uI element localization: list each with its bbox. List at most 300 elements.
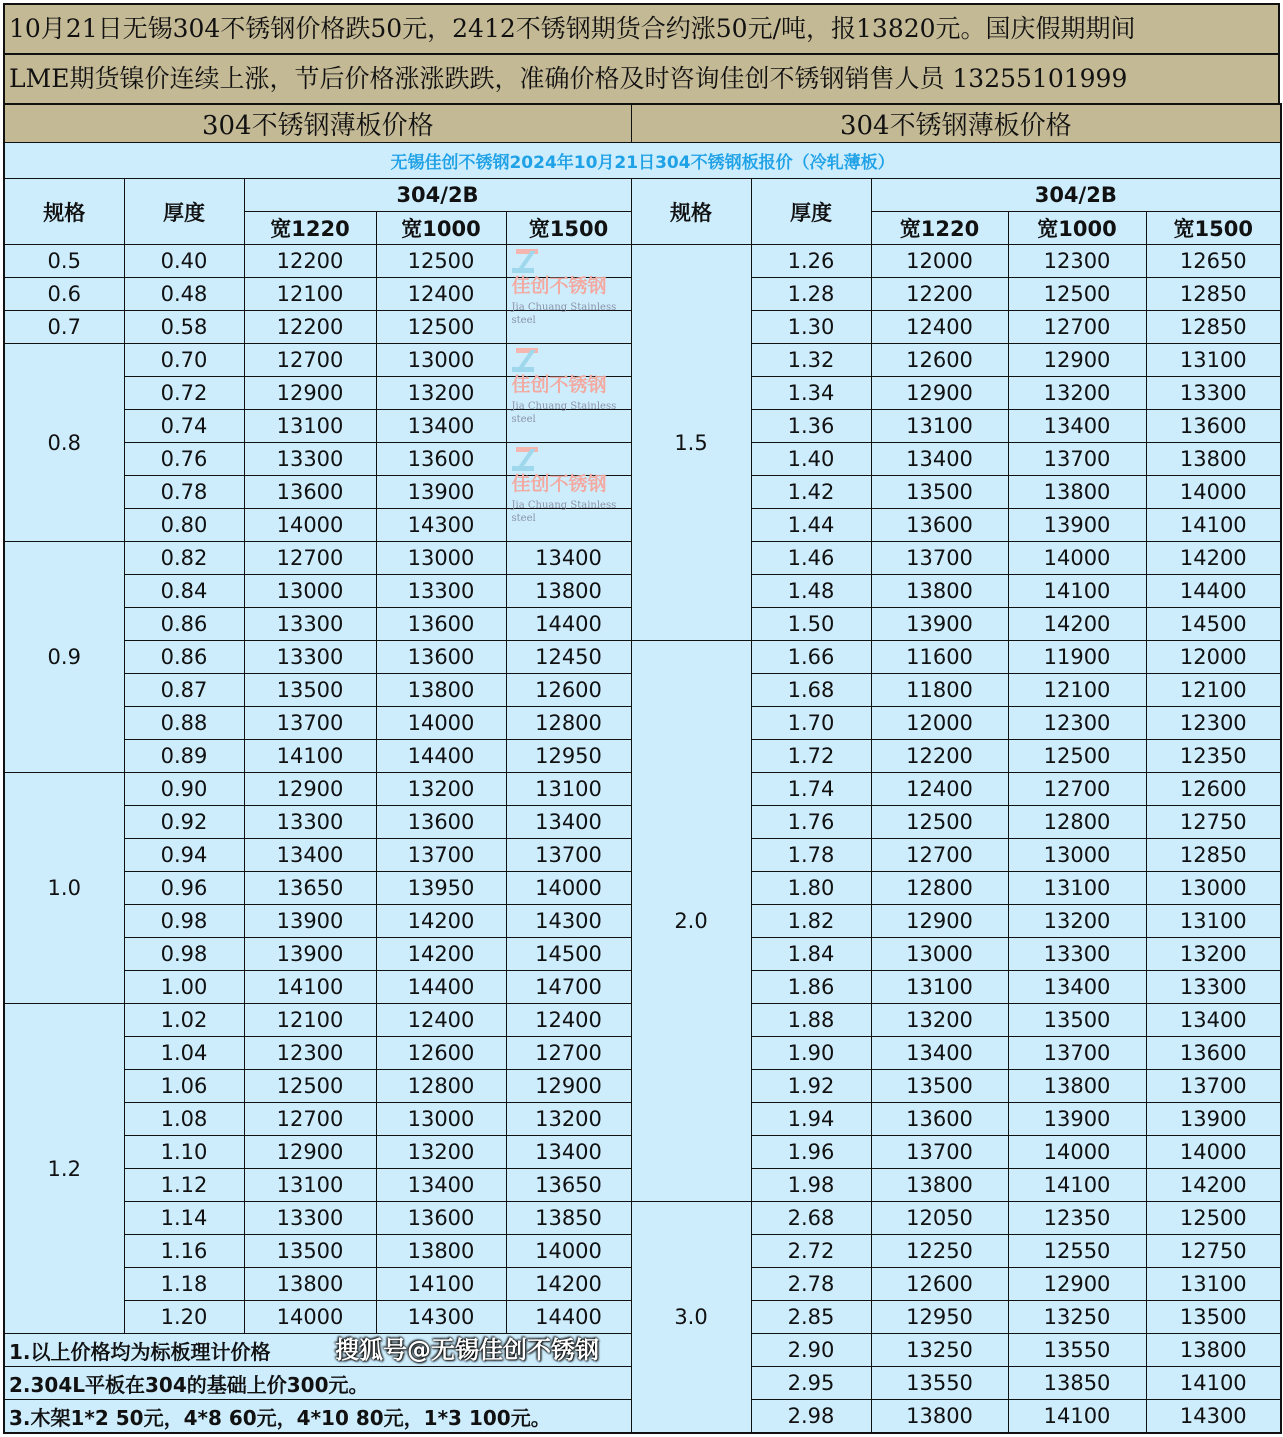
- price-1500-cell: 12750: [1146, 806, 1281, 839]
- price-1220-cell: 12400: [871, 773, 1008, 806]
- price-1500-cell: 13300: [1146, 377, 1281, 410]
- price-1220-cell: 13900: [871, 608, 1008, 641]
- price-1000-cell: 14200: [376, 905, 506, 938]
- price-1500-cell: 14000: [1146, 1136, 1281, 1169]
- price-1500-cell: 12700: [506, 1037, 631, 1070]
- price-1220-cell: 13800: [871, 575, 1008, 608]
- thickness-cell: 2.90: [751, 1334, 871, 1367]
- thickness-cell: 2.78: [751, 1268, 871, 1301]
- thickness-header: 厚度: [751, 179, 871, 245]
- price-1500-cell: 14400: [506, 1301, 631, 1334]
- price-1220-cell: 13300: [244, 443, 376, 476]
- thickness-cell: 1.18: [124, 1268, 244, 1301]
- price-1500-cell: 13900: [1146, 1103, 1281, 1136]
- price-1500-cell: 12000: [1146, 641, 1281, 674]
- price-1500-cell: 12350: [1146, 740, 1281, 773]
- price-1500-cell: 14200: [1146, 542, 1281, 575]
- price-1220-cell: 12200: [871, 740, 1008, 773]
- spec-cell: 0.6: [4, 278, 124, 311]
- spec-cell: 0.9: [4, 542, 124, 773]
- price-1220-cell: 11600: [871, 641, 1008, 674]
- price-sheet: [3, 3, 1280, 1434]
- price-1000-cell: 13600: [376, 608, 506, 641]
- thickness-cell: 2.98: [751, 1400, 871, 1434]
- price-1220-cell: 12900: [871, 377, 1008, 410]
- thickness-cell: 0.87: [124, 674, 244, 707]
- price-1500-cell: 12600: [1146, 773, 1281, 806]
- price-1000-cell: 14300: [376, 1301, 506, 1334]
- price-1220-cell: 12600: [871, 1268, 1008, 1301]
- price-1220-cell: 11800: [871, 674, 1008, 707]
- price-1000-cell: 13200: [376, 377, 506, 410]
- price-1000-cell: 12400: [376, 278, 506, 311]
- price-1000-cell: 13600: [376, 641, 506, 674]
- thickness-cell: 1.30: [751, 311, 871, 344]
- thickness-cell: 1.46: [751, 542, 871, 575]
- price-1220-cell: 12100: [244, 278, 376, 311]
- news-banner-line-2: LME期货镍价连续上涨，节后价格涨涨跌跌，准确价格及时咨询佳创不锈钢销售人员 13255101999: [3, 53, 1280, 103]
- price-1220-cell: 12700: [244, 542, 376, 575]
- thickness-cell: 1.74: [751, 773, 871, 806]
- price-1000-cell: 13700: [1008, 1037, 1146, 1070]
- price-1500-cell: 14400: [506, 608, 631, 641]
- price-1000-cell: 13200: [376, 1136, 506, 1169]
- price-1000-cell: 13950: [376, 872, 506, 905]
- price-1500-cell: 13000: [1146, 872, 1281, 905]
- price-1000-cell: 13400: [1008, 971, 1146, 1004]
- price-1500-cell: 13400: [1146, 1004, 1281, 1037]
- price-1000-cell: 12900: [1008, 344, 1146, 377]
- spec-cell: 0.5: [4, 245, 124, 278]
- price-1000-cell: 13900: [1008, 1103, 1146, 1136]
- note: 3.木架1*2 50元，4*8 60元，4*10 80元，1*3 100元。: [4, 1400, 631, 1434]
- watermark-cn: 佳创不锈钢: [511, 473, 607, 495]
- price-1220-cell: 12900: [244, 773, 376, 806]
- price-1500-cell: 14000: [1146, 476, 1281, 509]
- thickness-cell: 1.20: [124, 1301, 244, 1334]
- price-1500-cell: 12500: [1146, 1202, 1281, 1235]
- price-1220-cell: 13100: [244, 410, 376, 443]
- price-1000-cell: 13800: [1008, 476, 1146, 509]
- price-1220-cell: 12800: [871, 872, 1008, 905]
- price-1220-cell: 13200: [871, 1004, 1008, 1037]
- price-1000-cell: 13600: [376, 1202, 506, 1235]
- price-1500-cell: 14500: [506, 938, 631, 971]
- price-1500-cell: 13500: [1146, 1301, 1281, 1334]
- thickness-cell: 1.32: [751, 344, 871, 377]
- thickness-cell: 0.89: [124, 740, 244, 773]
- price-1500-cell: 12750: [1146, 1235, 1281, 1268]
- price-1000-cell: 14200: [1008, 608, 1146, 641]
- width-1000-header: 宽1000: [1008, 212, 1146, 245]
- price-1220-cell: 12700: [871, 839, 1008, 872]
- price-1000-cell: 12700: [1008, 311, 1146, 344]
- price-1500-cell: 13650: [506, 1169, 631, 1202]
- news-banner-line-1: 10月21日无锡304不锈钢价格跌50元，2412不锈钢期货合约涨50元/吨，报13820元。国庆假期期间: [3, 3, 1280, 53]
- thickness-cell: 1.12: [124, 1169, 244, 1202]
- price-1500-cell: 12450: [506, 641, 631, 674]
- price-1220-cell: 13300: [244, 641, 376, 674]
- price-1500-cell: 13200: [1146, 938, 1281, 971]
- price-1000-cell: 14400: [376, 740, 506, 773]
- price-1000-cell: 11900: [1008, 641, 1146, 674]
- thickness-cell: 0.72: [124, 377, 244, 410]
- price-1000-cell: 13800: [1008, 1070, 1146, 1103]
- price-1500-cell: [506, 344, 631, 425]
- price-1000-cell: 13200: [1008, 377, 1146, 410]
- thickness-cell: 1.48: [751, 575, 871, 608]
- price-1500-cell: [506, 443, 631, 524]
- width-1500-header: 宽1500: [1146, 212, 1281, 245]
- thickness-cell: 1.92: [751, 1070, 871, 1103]
- price-1000-cell: 12700: [1008, 773, 1146, 806]
- price-1000-cell: 13800: [376, 674, 506, 707]
- price-1220-cell: 13000: [244, 575, 376, 608]
- price-1000-cell: 13000: [376, 542, 506, 575]
- thickness-cell: 0.98: [124, 938, 244, 971]
- price-1000-cell: 13400: [1008, 410, 1146, 443]
- thickness-cell: 1.70: [751, 707, 871, 740]
- price-1000-cell: 12300: [1008, 245, 1146, 278]
- price-1220-cell: 13600: [871, 509, 1008, 542]
- price-1220-cell: 13900: [244, 905, 376, 938]
- logo-z-mark: [512, 348, 538, 372]
- grade-header: 304/2B: [244, 179, 631, 212]
- price-1000-cell: 14100: [376, 1268, 506, 1301]
- right-title: 304不锈钢薄板价格: [631, 104, 1281, 143]
- price-1220-cell: 13800: [871, 1400, 1008, 1434]
- price-1500-cell: 14300: [1146, 1400, 1281, 1434]
- thickness-cell: 0.86: [124, 608, 244, 641]
- width-1220-header: 宽1220: [244, 212, 376, 245]
- price-table: [3, 103, 1282, 1434]
- spec-header: 规格: [631, 179, 751, 245]
- price-1000-cell: 13500: [1008, 1004, 1146, 1037]
- price-1500-cell: 12850: [1146, 311, 1281, 344]
- thickness-cell: 0.96: [124, 872, 244, 905]
- price-1000-cell: 14100: [1008, 1400, 1146, 1434]
- thickness-cell: 0.82: [124, 542, 244, 575]
- price-1220-cell: 13400: [244, 839, 376, 872]
- thickness-cell: 1.82: [751, 905, 871, 938]
- price-1220-cell: 12100: [244, 1004, 376, 1037]
- price-1500-cell: 14200: [506, 1268, 631, 1301]
- price-1220-cell: 12700: [244, 344, 376, 377]
- price-1220-cell: 13400: [871, 1037, 1008, 1070]
- thickness-header: 厚度: [124, 179, 244, 245]
- thickness-cell: 1.44: [751, 509, 871, 542]
- watermark-cn: 佳创不锈钢: [511, 275, 607, 297]
- thickness-cell: 0.74: [124, 410, 244, 443]
- price-1000-cell: 12500: [1008, 740, 1146, 773]
- thickness-cell: 0.78: [124, 476, 244, 509]
- price-1220-cell: 12000: [871, 707, 1008, 740]
- price-1500-cell: [506, 278, 631, 311]
- thickness-cell: 0.84: [124, 575, 244, 608]
- subtitle: 无锡佳创不锈钢2024年10月21日304不锈钢板报价（冷轧薄板）: [4, 143, 1281, 179]
- thickness-cell: 1.90: [751, 1037, 871, 1070]
- price-1000-cell: 13700: [376, 839, 506, 872]
- source-overlay: 搜狐号@无锡佳创不锈钢: [335, 1336, 599, 1364]
- spec-cell: 2.0: [631, 641, 751, 1202]
- price-1220-cell: 12000: [871, 245, 1008, 278]
- spec-cell: 1.2: [4, 1004, 124, 1334]
- thickness-cell: 1.66: [751, 641, 871, 674]
- thickness-cell: 1.14: [124, 1202, 244, 1235]
- thickness-cell: 1.42: [751, 476, 871, 509]
- price-1500-cell: 13300: [1146, 971, 1281, 1004]
- price-1000-cell: 13850: [1008, 1367, 1146, 1400]
- thickness-cell: 0.40: [124, 245, 244, 278]
- spec-cell: 1.0: [4, 773, 124, 1004]
- thickness-cell: 1.86: [751, 971, 871, 1004]
- watermark-en: Jia Chuang Stainless steel: [511, 401, 617, 425]
- price-1000-cell: 14400: [376, 971, 506, 1004]
- price-1220-cell: 13300: [244, 806, 376, 839]
- price-1220-cell: 13700: [871, 542, 1008, 575]
- price-1000-cell: 12300: [1008, 707, 1146, 740]
- thickness-cell: 0.80: [124, 509, 244, 542]
- left-title: 304不锈钢薄板价格: [4, 104, 631, 143]
- thickness-cell: 1.10: [124, 1136, 244, 1169]
- thickness-cell: 0.76: [124, 443, 244, 476]
- note: 1.以上价格均为标板理计价格 搜狐号@无锡佳创不锈钢: [4, 1334, 631, 1367]
- price-1500-cell: 12300: [1146, 707, 1281, 740]
- thickness-cell: 0.48: [124, 278, 244, 311]
- thickness-cell: 1.88: [751, 1004, 871, 1037]
- price-1220-cell: 12600: [871, 344, 1008, 377]
- thickness-cell: 1.40: [751, 443, 871, 476]
- price-1220-cell: 13500: [871, 1070, 1008, 1103]
- price-1000-cell: 12100: [1008, 674, 1146, 707]
- thickness-cell: 0.90: [124, 773, 244, 806]
- width-1220-header: 宽1220: [871, 212, 1008, 245]
- thickness-cell: 0.88: [124, 707, 244, 740]
- price-1220-cell: 13400: [871, 443, 1008, 476]
- price-1500-cell: 14200: [1146, 1169, 1281, 1202]
- price-1500-cell: 13700: [506, 839, 631, 872]
- price-1000-cell: 13600: [376, 806, 506, 839]
- price-1500-cell: 12800: [506, 707, 631, 740]
- price-1500-cell: 13400: [506, 542, 631, 575]
- price-1500-cell: 14100: [1146, 509, 1281, 542]
- price-1500-cell: 13800: [1146, 1334, 1281, 1367]
- price-1000-cell: 13100: [1008, 872, 1146, 905]
- price-1220-cell: 13100: [244, 1169, 376, 1202]
- price-1220-cell: 13900: [244, 938, 376, 971]
- price-1220-cell: 14000: [244, 509, 376, 542]
- price-1220-cell: 12250: [871, 1235, 1008, 1268]
- price-1220-cell: 13500: [871, 476, 1008, 509]
- price-1000-cell: 14200: [376, 938, 506, 971]
- price-1220-cell: 14000: [244, 1301, 376, 1334]
- price-1500-cell: 14300: [506, 905, 631, 938]
- table-row: [4, 245, 1281, 278]
- price-1220-cell: 12200: [871, 278, 1008, 311]
- thickness-cell: 1.84: [751, 938, 871, 971]
- thickness-cell: 0.92: [124, 806, 244, 839]
- price-1500-cell: 14400: [1146, 575, 1281, 608]
- price-1500-cell: 12850: [1146, 278, 1281, 311]
- price-1220-cell: 13800: [871, 1169, 1008, 1202]
- thickness-cell: 1.02: [124, 1004, 244, 1037]
- price-1000-cell: 13600: [376, 443, 506, 476]
- thickness-cell: 1.72: [751, 740, 871, 773]
- price-1000-cell: 14300: [376, 509, 506, 542]
- price-1000-cell: 13900: [376, 476, 506, 509]
- price-1500-cell: [506, 245, 631, 326]
- price-1220-cell: 13100: [871, 971, 1008, 1004]
- price-1000-cell: 12400: [376, 1004, 506, 1037]
- price-1000-cell: 13550: [1008, 1334, 1146, 1367]
- price-1000-cell: 13400: [376, 410, 506, 443]
- thickness-cell: 1.26: [751, 245, 871, 278]
- price-1000-cell: 12350: [1008, 1202, 1146, 1235]
- price-1500-cell: 12950: [506, 740, 631, 773]
- price-1000-cell: 13000: [376, 1103, 506, 1136]
- thickness-cell: 2.68: [751, 1202, 871, 1235]
- price-1000-cell: 13400: [376, 1169, 506, 1202]
- price-1220-cell: 12050: [871, 1202, 1008, 1235]
- width-1500-header: 宽1500: [506, 212, 631, 245]
- thickness-cell: 1.68: [751, 674, 871, 707]
- price-1500-cell: [506, 410, 631, 443]
- price-1000-cell: 13300: [1008, 938, 1146, 971]
- logo-z-mark: [512, 447, 538, 471]
- price-1500-cell: 12900: [506, 1070, 631, 1103]
- price-1500-cell: [506, 509, 631, 542]
- price-1220-cell: 13600: [871, 1103, 1008, 1136]
- price-1000-cell: 14000: [1008, 1136, 1146, 1169]
- thickness-cell: 1.08: [124, 1103, 244, 1136]
- price-1500-cell: 13100: [1146, 344, 1281, 377]
- price-1500-cell: [506, 476, 631, 509]
- spec-cell: 3.0: [631, 1202, 751, 1434]
- thickness-cell: 0.58: [124, 311, 244, 344]
- thickness-cell: 2.95: [751, 1367, 871, 1400]
- spec-header: 规格: [4, 179, 124, 245]
- table-row: [4, 641, 1281, 674]
- price-1000-cell: 13900: [1008, 509, 1146, 542]
- thickness-cell: 0.98: [124, 905, 244, 938]
- price-1500-cell: 14500: [1146, 608, 1281, 641]
- price-1000-cell: 12550: [1008, 1235, 1146, 1268]
- price-1220-cell: 12200: [244, 245, 376, 278]
- price-1500-cell: 13800: [506, 575, 631, 608]
- watermark-cn: 佳创不锈钢: [511, 374, 607, 396]
- price-1220-cell: 12900: [244, 1136, 376, 1169]
- price-1500-cell: 13600: [1146, 1037, 1281, 1070]
- price-1000-cell: 13200: [1008, 905, 1146, 938]
- price-1000-cell: 13300: [376, 575, 506, 608]
- table-row: [4, 1202, 1281, 1235]
- price-1220-cell: 13550: [871, 1367, 1008, 1400]
- thickness-cell: 1.76: [751, 806, 871, 839]
- note: 2.304L平板在304的基础上价300元。: [4, 1367, 631, 1400]
- price-1220-cell: 13100: [871, 410, 1008, 443]
- price-1500-cell: 14100: [1146, 1367, 1281, 1400]
- watermark-en: Jia Chuang Stainless steel: [511, 302, 617, 326]
- spec-cell: 0.7: [4, 311, 124, 344]
- price-1220-cell: 12900: [244, 377, 376, 410]
- price-1500-cell: 13200: [506, 1103, 631, 1136]
- price-1000-cell: 14100: [1008, 575, 1146, 608]
- price-1220-cell: 13300: [244, 608, 376, 641]
- thickness-cell: 2.72: [751, 1235, 871, 1268]
- price-1220-cell: 13600: [244, 476, 376, 509]
- thickness-cell: 1.04: [124, 1037, 244, 1070]
- grade-header: 304/2B: [871, 179, 1281, 212]
- thickness-cell: 1.96: [751, 1136, 871, 1169]
- price-1220-cell: 13800: [244, 1268, 376, 1301]
- price-1500-cell: 12400: [506, 1004, 631, 1037]
- price-1000-cell: 12900: [1008, 1268, 1146, 1301]
- thickness-cell: 1.00: [124, 971, 244, 1004]
- price-1220-cell: 13250: [871, 1334, 1008, 1367]
- price-1220-cell: 13700: [244, 707, 376, 740]
- price-1220-cell: 13000: [871, 938, 1008, 971]
- price-1500-cell: 12100: [1146, 674, 1281, 707]
- price-1500-cell: [506, 377, 631, 410]
- price-1220-cell: 14100: [244, 740, 376, 773]
- price-1220-cell: 12950: [871, 1301, 1008, 1334]
- price-1500-cell: 14000: [506, 1235, 631, 1268]
- price-1220-cell: 12500: [244, 1070, 376, 1103]
- thickness-cell: 0.86: [124, 641, 244, 674]
- price-1220-cell: 13500: [244, 674, 376, 707]
- thickness-cell: 1.80: [751, 872, 871, 905]
- price-1220-cell: 13300: [244, 1202, 376, 1235]
- width-1000-header: 宽1000: [376, 212, 506, 245]
- thickness-cell: 1.16: [124, 1235, 244, 1268]
- thickness-cell: 1.28: [751, 278, 871, 311]
- spec-cell: 1.5: [631, 245, 751, 641]
- price-1000-cell: 13250: [1008, 1301, 1146, 1334]
- price-1500-cell: 14000: [506, 872, 631, 905]
- price-1220-cell: 12300: [244, 1037, 376, 1070]
- thickness-cell: 1.50: [751, 608, 871, 641]
- price-1500-cell: 13100: [506, 773, 631, 806]
- price-1500-cell: 14700: [506, 971, 631, 1004]
- price-1000-cell: 13800: [376, 1235, 506, 1268]
- thickness-cell: 1.34: [751, 377, 871, 410]
- thickness-cell: 0.70: [124, 344, 244, 377]
- price-1500-cell: 12600: [506, 674, 631, 707]
- price-1000-cell: 12800: [1008, 806, 1146, 839]
- price-1000-cell: 12500: [1008, 278, 1146, 311]
- thickness-cell: 1.36: [751, 410, 871, 443]
- price-1220-cell: 12400: [871, 311, 1008, 344]
- logo-z-mark: [512, 249, 538, 273]
- price-1500-cell: 13400: [506, 806, 631, 839]
- price-1000-cell: 12600: [376, 1037, 506, 1070]
- price-1220-cell: 13500: [244, 1235, 376, 1268]
- price-1220-cell: 12200: [244, 311, 376, 344]
- price-1000-cell: 12500: [376, 245, 506, 278]
- spec-cell: 0.8: [4, 344, 124, 542]
- thickness-cell: 0.94: [124, 839, 244, 872]
- price-1000-cell: 13000: [376, 344, 506, 377]
- price-1000-cell: 14100: [1008, 1169, 1146, 1202]
- price-1000-cell: 14000: [1008, 542, 1146, 575]
- price-1000-cell: 14000: [376, 707, 506, 740]
- price-1000-cell: 12800: [376, 1070, 506, 1103]
- price-1220-cell: 13650: [244, 872, 376, 905]
- price-1500-cell: 13700: [1146, 1070, 1281, 1103]
- price-1220-cell: 13700: [871, 1136, 1008, 1169]
- price-1500-cell: 13100: [1146, 905, 1281, 938]
- price-1220-cell: 12500: [871, 806, 1008, 839]
